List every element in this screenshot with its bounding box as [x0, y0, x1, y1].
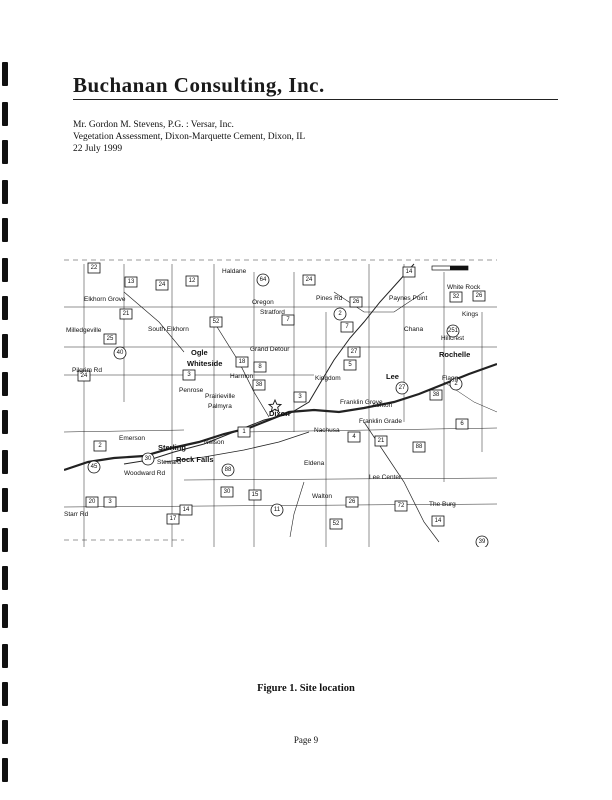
route-shield	[180, 505, 192, 515]
route-shield	[167, 514, 179, 524]
map-place-label: The Burg	[429, 501, 456, 508]
route-number: 13	[127, 279, 135, 285]
route-shield	[88, 263, 100, 273]
map-place-label: Elkhorn Grove	[84, 296, 126, 303]
map-place-label: Stratford	[260, 309, 285, 316]
map-place-label: Starr Rd	[64, 511, 89, 518]
binding-mark	[2, 528, 8, 552]
binding-mark	[2, 180, 8, 204]
route-shield	[253, 380, 265, 390]
route-number: 21	[122, 311, 130, 317]
map-place-label: Franklin Grade	[359, 418, 402, 425]
map-place-label: Eldena	[304, 460, 325, 467]
route-number: 3	[298, 394, 302, 400]
route-number: 7	[345, 324, 349, 330]
route-shield	[476, 536, 488, 547]
route-number: 88	[224, 467, 232, 473]
route-shield	[303, 275, 315, 285]
map-place-label: Nachusa	[314, 427, 340, 434]
map-place-label: White Rock	[447, 284, 481, 291]
map-place-label: Emerson	[119, 435, 146, 442]
route-number: 40	[116, 350, 124, 356]
route-shield	[294, 392, 306, 402]
route-number: 14	[434, 518, 442, 524]
route-number: 27	[350, 349, 358, 355]
route-shield	[257, 274, 269, 286]
map-place-label: Kings	[462, 311, 479, 318]
route-shield	[186, 276, 198, 286]
route-shield	[413, 442, 425, 452]
route-shield	[142, 453, 154, 465]
route-number: 38	[432, 392, 440, 398]
map-place-label: Woodward Rd	[124, 470, 166, 477]
binding-mark	[2, 566, 8, 590]
route-number: 251	[447, 328, 459, 334]
route-number: 21	[377, 438, 385, 444]
route-shield	[430, 390, 442, 400]
page-number: Page 9	[293, 735, 319, 745]
route-shield	[114, 347, 126, 359]
route-number: 64	[259, 277, 267, 283]
route-number: 52	[212, 319, 220, 325]
route-shield	[94, 441, 106, 451]
map-place-label: Milledgeville	[66, 327, 102, 334]
route-shield	[183, 370, 195, 380]
recipient-line: Mr. Gordon M. Stevens, P.G. : Versar, Inc.	[73, 120, 234, 130]
route-number: 2	[454, 381, 458, 387]
route-number: 45	[90, 464, 98, 470]
route-shield	[450, 292, 462, 302]
map-place-label: Haldane	[222, 268, 247, 275]
map-place-label: Rock Falls	[176, 455, 214, 464]
map-place-label: Lee Center	[369, 474, 402, 481]
route-shield	[346, 497, 358, 507]
route-shield	[86, 497, 98, 507]
map-place-label: Penrose	[179, 387, 204, 394]
date-line: 22 July 1999	[73, 144, 123, 154]
map-place-label: Rochelle	[439, 350, 471, 359]
company-name: Buchanan Consulting, Inc.	[73, 73, 325, 97]
map-place-label: Franklin Grove	[340, 399, 383, 406]
route-number: 2	[338, 311, 342, 317]
map-place-label: Paynes Point	[389, 295, 428, 302]
site-location-map	[64, 252, 497, 547]
binding-mark	[2, 334, 8, 358]
map-place-label: Sterling	[158, 443, 186, 452]
route-number: 26	[352, 299, 360, 305]
route-number: 20	[88, 499, 96, 505]
map-place-label: Prairieville	[205, 393, 235, 400]
route-shield	[432, 516, 444, 526]
route-number: 2	[98, 443, 102, 449]
route-number: 5	[348, 362, 352, 368]
binding-mark	[2, 372, 8, 396]
map-place-label: Lee	[386, 372, 399, 381]
route-shield	[104, 497, 116, 507]
scale-bar-icon	[432, 266, 468, 270]
map-place-label: Palmyra	[208, 403, 232, 410]
route-shield	[350, 297, 362, 307]
route-number: 1	[242, 429, 246, 435]
binding-mark	[2, 644, 8, 668]
route-shield	[334, 308, 346, 320]
route-number: 22	[90, 265, 98, 271]
route-shield	[395, 501, 407, 511]
route-number: 52	[332, 521, 340, 527]
map-place-label: Grand Detour	[250, 346, 290, 353]
binding-mark	[2, 102, 8, 126]
binding-mark	[2, 258, 8, 282]
route-number: 39	[478, 539, 486, 545]
route-number: 30	[144, 456, 152, 462]
binding-mark	[2, 218, 8, 242]
map-place-label: Harmon	[230, 373, 254, 380]
route-number: 26	[475, 293, 483, 299]
route-shield	[348, 347, 360, 357]
route-shield	[271, 504, 283, 516]
route-number: 26	[348, 499, 356, 505]
route-number: 30	[223, 489, 231, 495]
map-place-label: Flagg	[442, 375, 459, 382]
route-number: 8	[258, 364, 262, 370]
route-shield	[330, 519, 342, 529]
binding-mark	[2, 296, 8, 320]
binding-mark	[2, 488, 8, 512]
route-number: 72	[397, 503, 405, 509]
route-shield	[344, 360, 356, 370]
route-shield	[254, 362, 266, 372]
map-place-label: Ogle	[191, 348, 208, 357]
route-shield	[238, 427, 250, 437]
map-place-label: Chana	[404, 326, 424, 333]
route-shield	[403, 267, 415, 277]
route-shield	[222, 464, 234, 476]
binding-mark	[2, 758, 8, 782]
header-rule	[73, 99, 558, 100]
route-shield	[282, 315, 294, 325]
map-place-label: Hillcrest	[441, 335, 465, 342]
route-number: 18	[238, 359, 246, 365]
route-number: 24	[80, 373, 88, 379]
map-place-label: Whiteside	[187, 359, 223, 368]
map-place-label: Pilgrim Rd	[72, 367, 102, 374]
map-place-label: Ashton	[372, 402, 393, 409]
map-place-label: Pines Rd	[316, 295, 343, 302]
map-place-label: Walton	[312, 493, 332, 500]
route-number: 6	[460, 421, 464, 427]
map-place-label: Nelson	[204, 439, 225, 446]
binding-mark	[2, 410, 8, 434]
route-shield	[104, 334, 116, 344]
route-number: 32	[452, 294, 460, 300]
route-number: 27	[398, 385, 406, 391]
map-place-label: Oregon	[252, 299, 274, 306]
route-number: 12	[188, 278, 196, 284]
binding-mark	[2, 604, 8, 628]
route-shield	[341, 322, 353, 332]
route-number: 38	[255, 382, 263, 388]
route-number: 7	[286, 317, 290, 323]
route-shield	[348, 432, 360, 442]
route-shield	[125, 277, 137, 287]
binding-mark	[2, 450, 8, 474]
route-number: 24	[305, 277, 313, 283]
route-shield	[236, 357, 248, 367]
figure-caption: Figure 1. Site location	[257, 683, 355, 694]
route-number: 15	[251, 492, 259, 498]
route-shield	[156, 280, 168, 290]
route-shield	[249, 490, 261, 500]
route-number: 4	[352, 434, 356, 440]
route-shield	[473, 291, 485, 301]
route-number: 14	[182, 507, 190, 513]
map-place-label: Dixon	[269, 409, 290, 418]
route-shield	[456, 419, 468, 429]
route-number: 25	[106, 336, 114, 342]
route-number: 11	[273, 507, 281, 513]
subject-line: Vegetation Assessment, Dixon-Marquette Cement, Dixon, IL	[73, 132, 306, 142]
map-place-label: Kingdom	[315, 375, 341, 382]
route-shield	[88, 461, 100, 473]
route-number: 3	[187, 372, 191, 378]
binding-mark	[2, 140, 8, 164]
binding-mark	[2, 62, 8, 86]
route-number: 24	[158, 282, 166, 288]
route-shield	[396, 382, 408, 394]
map-place-label: South Elkhorn	[148, 326, 189, 333]
route-shield	[210, 317, 222, 327]
route-shield	[120, 309, 132, 319]
route-shield	[375, 436, 387, 446]
map-place-label: Steward	[157, 459, 181, 466]
route-number: 17	[169, 516, 177, 522]
route-number: 3	[108, 499, 112, 505]
route-number: 88	[415, 444, 423, 450]
route-shield	[221, 487, 233, 497]
route-number: 14	[405, 269, 413, 275]
